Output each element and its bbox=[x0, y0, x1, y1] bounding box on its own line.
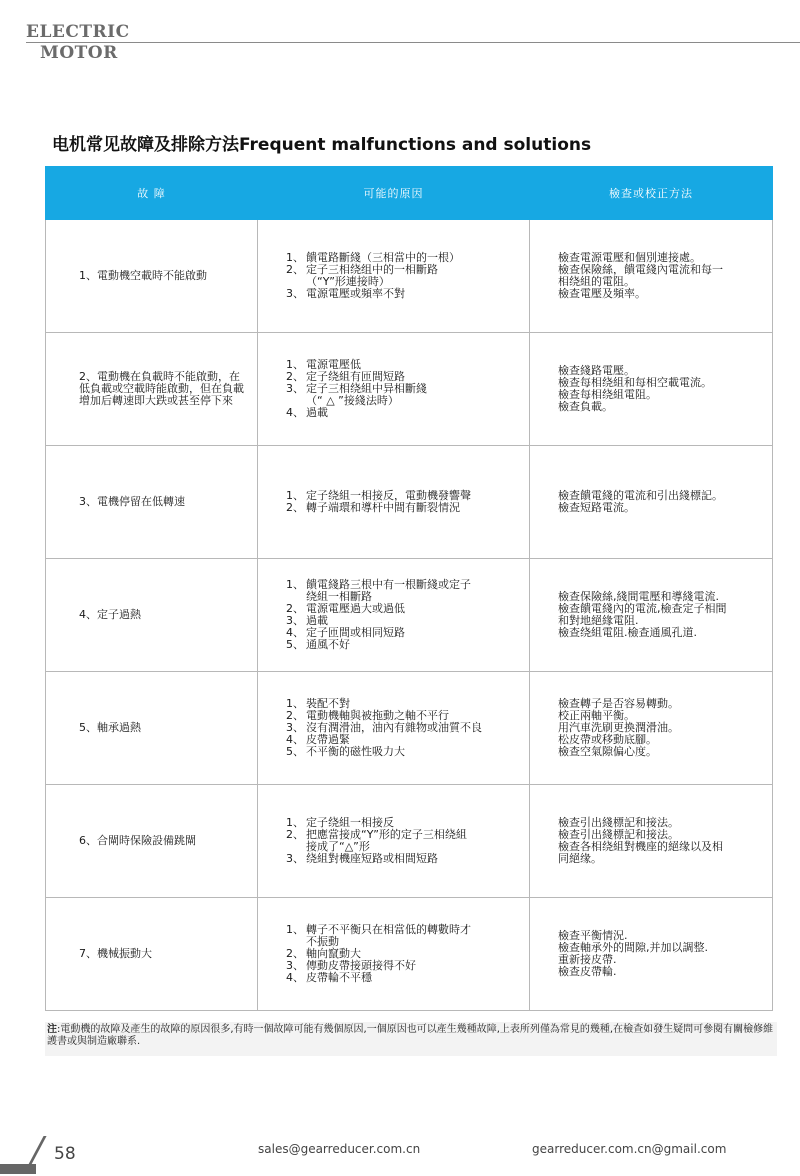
table-row bbox=[46, 785, 773, 898]
check-line: 檢查保險絲，饋電綫內電流和每一 bbox=[558, 263, 723, 276]
header-checks: 檢查或校正方法 bbox=[530, 167, 773, 220]
footer-website[interactable]: gearreducer.com.cn@gmail.com bbox=[532, 1142, 727, 1156]
fault-text: 1、電動機空載時不能啟動 bbox=[79, 269, 207, 282]
fault-cell bbox=[46, 672, 258, 785]
check-line: 檢查每相绕組電阻。 bbox=[558, 388, 657, 401]
cause-number: 1、 bbox=[286, 697, 304, 710]
page-title: 电机常见故障及排除方法Frequent malfunctions and solutions bbox=[52, 135, 592, 155]
check-line: 檢查每相绕組和每相空載電流。 bbox=[558, 376, 712, 389]
cause-text: 绕組一相斷路 bbox=[306, 590, 372, 603]
cause-number: 2、 bbox=[286, 370, 304, 383]
checks-cell bbox=[530, 446, 773, 559]
header-causes: 可能的原因 bbox=[258, 167, 530, 220]
table-header-row bbox=[46, 167, 773, 220]
cause-text: 定子匝間或相同短路 bbox=[306, 626, 405, 639]
table-row bbox=[46, 672, 773, 785]
cause-number: 4、 bbox=[286, 971, 304, 984]
cause-text: 轉子端環和導杆中間有斷裂情況 bbox=[306, 501, 460, 514]
cause-text: 通風不好 bbox=[306, 638, 350, 651]
checks-cell bbox=[530, 672, 773, 785]
table-row bbox=[46, 446, 773, 559]
causes-cell bbox=[258, 898, 530, 1011]
check-line: 檢查負載。 bbox=[558, 400, 613, 413]
cause-number: 1、 bbox=[286, 816, 304, 829]
cause-text: 軸向竄動大 bbox=[306, 947, 361, 960]
causes-cell bbox=[258, 559, 530, 672]
cause-number: 3、 bbox=[286, 959, 304, 972]
check-line: 檢查軸承外的間隙,并加以調整. bbox=[558, 941, 708, 954]
cause-number: 4、 bbox=[286, 626, 304, 639]
fault-text: 3、電機停留在低轉速 bbox=[79, 495, 185, 508]
causes-list bbox=[286, 252, 517, 300]
cause-number: 1、 bbox=[286, 358, 304, 371]
check-line: 檢查平衡情況. bbox=[558, 929, 628, 942]
check-line: 檢查绕組電阻.檢查通風孔道. bbox=[558, 626, 697, 639]
page-number: 58 bbox=[54, 1144, 76, 1164]
causes-cell bbox=[258, 446, 530, 559]
cause-text: 定子绕組一相接反 bbox=[306, 816, 394, 829]
checks-cell bbox=[530, 333, 773, 446]
cause-number: 2、 bbox=[286, 602, 304, 615]
header-rule bbox=[26, 42, 800, 43]
cause-item bbox=[286, 502, 517, 514]
check-line: 重新接皮帶. bbox=[558, 953, 617, 966]
check-line: 檢查短路電流。 bbox=[558, 501, 635, 514]
cause-text: 不振動 bbox=[306, 935, 339, 948]
fault-cell bbox=[46, 446, 258, 559]
causes-list bbox=[286, 924, 517, 984]
page-footer bbox=[0, 1130, 800, 1176]
checks-cell bbox=[530, 559, 773, 672]
cause-number: 3、 bbox=[286, 614, 304, 627]
causes-list bbox=[286, 490, 517, 514]
cause-number: 2、 bbox=[286, 501, 304, 514]
causes-cell bbox=[258, 333, 530, 446]
table-row bbox=[46, 898, 773, 1011]
cause-number: 4、 bbox=[286, 406, 304, 419]
check-line: 檢查電壓及頻率。 bbox=[558, 287, 646, 300]
causes-cell bbox=[258, 672, 530, 785]
fault-cell bbox=[46, 333, 258, 446]
cause-number: 1、 bbox=[286, 578, 304, 591]
cause-text: 沒有潤滑油，油內有雜物或油質不良 bbox=[306, 721, 482, 734]
cause-text: （“Y”形連接時） bbox=[306, 275, 390, 288]
fault-cell bbox=[46, 785, 258, 898]
checks-cell bbox=[530, 898, 773, 1011]
cause-text: 接成了“△”形 bbox=[306, 840, 370, 853]
cause-number: 2、 bbox=[286, 263, 304, 276]
cause-text: 電源電壓低 bbox=[306, 358, 361, 371]
causes-list bbox=[286, 698, 517, 758]
check-line: 檢查饋電綫內的電流,檢查定子相間 bbox=[558, 602, 727, 615]
checks-cell bbox=[530, 220, 773, 333]
table-body bbox=[46, 220, 773, 1011]
cause-text: 定子绕組有匝間短路 bbox=[306, 370, 405, 383]
cause-text: （“ △ ”接綫法時） bbox=[306, 394, 399, 407]
check-line: 檢查保險絲,綫間電壓和導綫電流. bbox=[558, 590, 719, 603]
cause-number: 3、 bbox=[286, 852, 304, 865]
check-line: 檢查綫路電壓。 bbox=[558, 364, 635, 377]
check-line: 檢查皮帶輪. bbox=[558, 965, 617, 978]
footnote bbox=[45, 1022, 777, 1056]
check-line: 檢查引出綫標記和接法。 bbox=[558, 828, 679, 841]
cause-number: 2、 bbox=[286, 947, 304, 960]
cause-number: 3、 bbox=[286, 382, 304, 395]
brand-line-1: ELECTRIC bbox=[26, 22, 130, 42]
check-line: 檢查電源電壓和個別連接處。 bbox=[558, 251, 701, 264]
footnote-text: :電動機的故障及產生的故障的原因很多,有時一個故障可能有幾個原因,一個原因也可以產生幾種故障,上表所列僅為常見的幾種,在檢查如發生疑問可參閱有關檢修維護書或與制造廠聯系. bbox=[47, 1024, 774, 1047]
cause-text: 裝配不對 bbox=[306, 697, 350, 710]
fault-cell bbox=[46, 220, 258, 333]
check-line: 松皮帶或移動底腳。 bbox=[558, 733, 657, 746]
check-line: 校正兩軸平衡。 bbox=[558, 709, 635, 722]
cause-item bbox=[286, 288, 517, 300]
causes-cell bbox=[258, 785, 530, 898]
cause-item bbox=[286, 639, 517, 651]
cause-number: 2、 bbox=[286, 828, 304, 841]
cause-text: 饋電路斷綫（三相當中的一根） bbox=[306, 251, 460, 264]
header-fault: 故 障 bbox=[46, 167, 258, 220]
cause-number: 2、 bbox=[286, 709, 304, 722]
table-row bbox=[46, 220, 773, 333]
cause-text: 過載 bbox=[306, 614, 328, 627]
cause-number: 3、 bbox=[286, 287, 304, 300]
check-line: 相绕組的電阻。 bbox=[558, 275, 635, 288]
table-row bbox=[46, 559, 773, 672]
cause-text: 傳動皮帶接頭接得不好 bbox=[306, 959, 416, 972]
cause-text: 把應當接成“Y”形的定子三相绕組 bbox=[306, 828, 467, 841]
check-line: 和對地絕緣電阻. bbox=[558, 614, 639, 627]
causes-cell bbox=[258, 220, 530, 333]
fault-text: 2、電動機在負載時不能啟動，在低負載或空載時能啟動，但在負載增加后轉速即大跌或甚至停下來 bbox=[79, 370, 244, 407]
cause-text: 定子三相绕組中异相斷綫 bbox=[306, 382, 427, 395]
cause-number: 5、 bbox=[286, 638, 304, 651]
cause-item bbox=[286, 746, 517, 758]
footnote-label: 注 bbox=[47, 1024, 57, 1035]
cause-number: 1、 bbox=[286, 923, 304, 936]
check-line: 檢查空氣隙偏心度。 bbox=[558, 745, 657, 758]
fault-text: 5、軸承過熱 bbox=[79, 721, 141, 734]
malfunction-table bbox=[45, 166, 773, 1011]
check-line: 檢查轉子是否容易轉動。 bbox=[558, 697, 679, 710]
checks-cell bbox=[530, 785, 773, 898]
fault-text: 4、定子過熱 bbox=[79, 608, 141, 621]
cause-text: 電動機軸與被拖動之軸不平行 bbox=[306, 709, 449, 722]
check-line: 用汽車洗刷更換潤滑油。 bbox=[558, 721, 679, 734]
cause-text: 定子三相绕组中的一相斷路 bbox=[306, 263, 438, 276]
cause-text: 不平衡的磁性吸力大 bbox=[306, 745, 405, 758]
fault-cell bbox=[46, 898, 258, 1011]
cause-text: 電源電壓或頻率不對 bbox=[306, 287, 405, 300]
check-line: 檢查饋電綫的電流和引出綫標記。 bbox=[558, 489, 723, 502]
cause-number: 1、 bbox=[286, 489, 304, 502]
cause-text: 定子绕組一相接反，電動機發響聲 bbox=[306, 489, 471, 502]
fault-cell bbox=[46, 559, 258, 672]
causes-list bbox=[286, 817, 517, 865]
cause-text: 皮帶輪不平穩 bbox=[306, 971, 372, 984]
check-line: 檢查各相绕組對機座的絕缘以及相 bbox=[558, 840, 723, 853]
cause-number: 1、 bbox=[286, 251, 304, 264]
brand-logo bbox=[26, 24, 130, 62]
cause-number: 5、 bbox=[286, 745, 304, 758]
cause-text: 皮帶過緊 bbox=[306, 733, 350, 746]
causes-list bbox=[286, 579, 517, 651]
cause-text: 轉子不平衡只在相當低的轉數時才 bbox=[306, 923, 471, 936]
cause-number: 4、 bbox=[286, 733, 304, 746]
cause-text: 電源電壓過大或過低 bbox=[306, 602, 405, 615]
fault-text: 7、機械振動大 bbox=[79, 947, 152, 960]
cause-item bbox=[286, 972, 517, 984]
fault-text: 6、合閘時保險設備跳閘 bbox=[79, 834, 196, 847]
cause-text: 過載 bbox=[306, 406, 328, 419]
causes-list bbox=[286, 359, 517, 419]
cause-item bbox=[286, 407, 517, 419]
check-line: 同絕缘。 bbox=[558, 852, 602, 865]
cause-text: 绕組對機座短路或相間短路 bbox=[306, 852, 438, 865]
table-row bbox=[46, 333, 773, 446]
cause-number: 3、 bbox=[286, 721, 304, 734]
check-line: 檢查引出綫標記和接法。 bbox=[558, 816, 679, 829]
cause-text: 饋電綫路三根中有一根斷綫或定子 bbox=[306, 578, 471, 591]
brand-line-2: MOTOR bbox=[40, 43, 118, 63]
footer-email[interactable]: sales@gearreducer.com.cn bbox=[258, 1142, 421, 1156]
cause-item bbox=[286, 853, 517, 865]
